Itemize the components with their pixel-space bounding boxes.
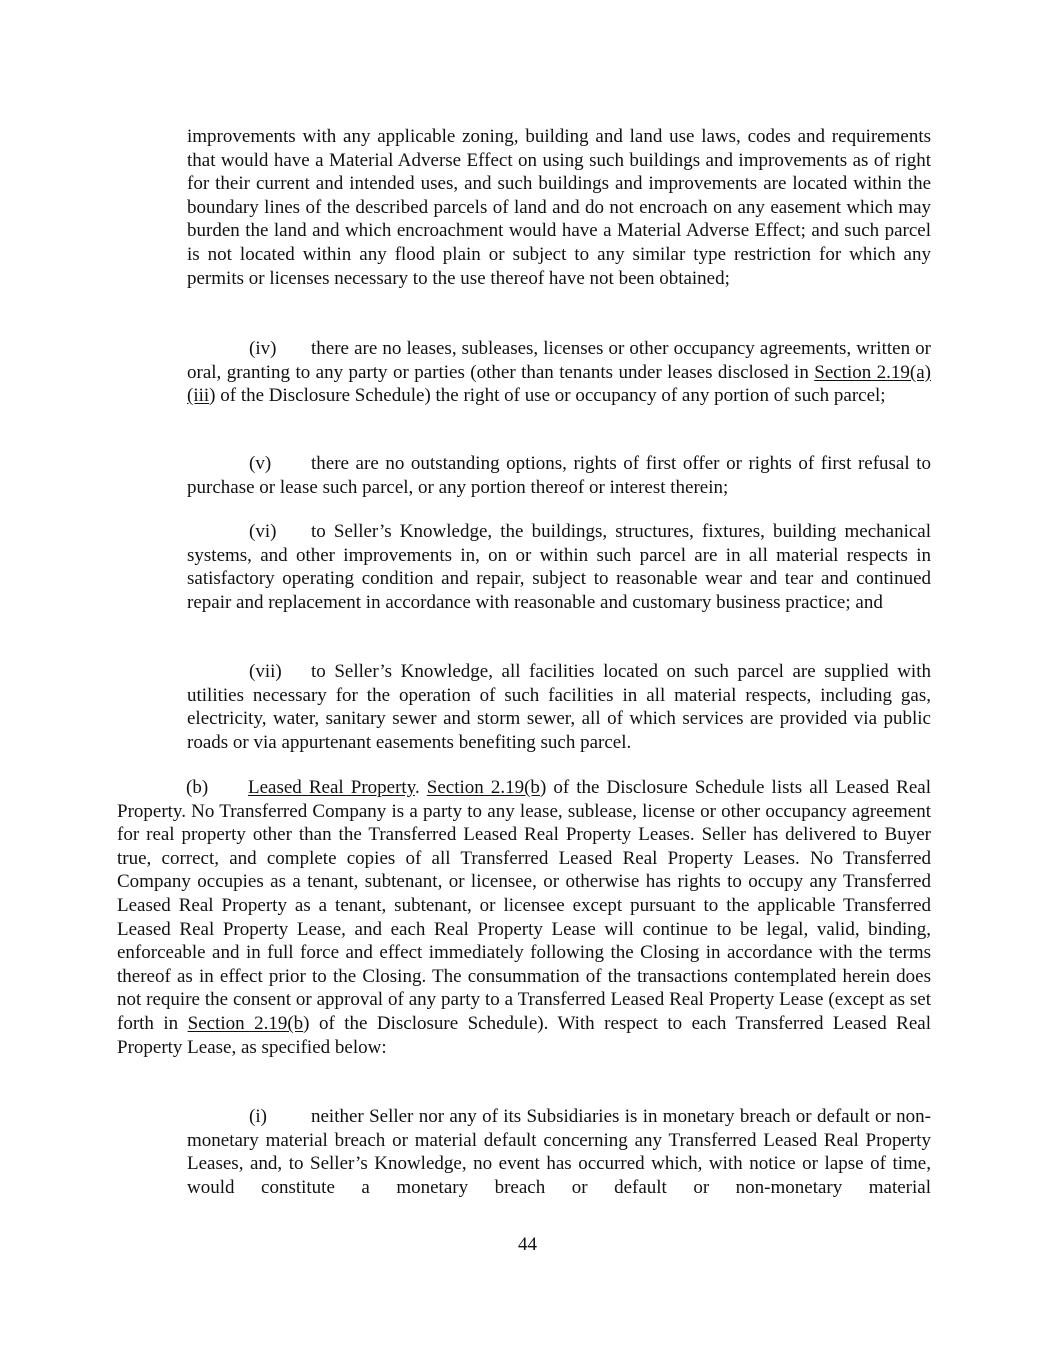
section-ref-2-19-b-second: Section 2.19(b xyxy=(187,1012,304,1034)
clause-vii: (vii) to Seller’s Knowledge, all facilities located on such parcel are supplied with utilities necessary for the operation of such facilities in all material respects, including gas, electricity, water, sanitary sewer and storm sewer, all of which services are provided via public roads or via appurtenant easements benefiting such parcel. xyxy=(187,661,931,753)
clause-iv-number: (iv) xyxy=(249,338,277,359)
clause-vi: (vi) to Seller’s Knowledge, the buildings, structures, fixtures, building mechanical systems, and other improvements in, on or within such parcel are in all material respects in satisfactory operating condition and repair, subject to reasonable wear and tear and continued repair and replacement in accordance with reasonable and customary business practice; and xyxy=(187,521,931,613)
section-b-number: (b) xyxy=(186,777,209,798)
continuation-paragraph: improvements with any applicable zoning, building and land use laws, codes and requirements that would have a Material Adverse Effect on using such buildings and improvements as of right for their current and intended uses, and such buildings and improvements are located within the boundary lines of the described parcels of land and do not encroach on any easement which may burden the land and which encroachment would have a Material Adverse Effect; and such parcel is not located within any flood plain or subject to any similar type restriction for which any permits or licenses necessary to the use thereof have not been obtained; xyxy=(187,126,931,289)
section-ref-2-19-a-iii: Section 2.19(a)(iii xyxy=(187,361,931,407)
clause-b-i-number: (i) xyxy=(249,1106,267,1127)
page-number: 44 xyxy=(518,1234,537,1255)
clause-v-number: (v) xyxy=(249,453,272,474)
section-b: (b) Leased Real Property. Section 2.19(b) of the Disclosure Schedule lists all Leased Real Property. No Transferred Company is a party to any lease, sublease, license or other occupancy agreement for real property other than the Transferred Leased Real Property Leases. Seller has delivered to Buyer true, correct, and complete copies of all Transferred Leased Real Property Leases. No Transferred Company occupies as a tenant, subtenant, or licensee, or otherwise has rights to occupy any Transferred Leased Real Property as a tenant, subtenant, or licensee except pursuant to the applicable Transferred Leased Real Property Lease, and each Real Property Lease will continue to be legal, valid, binding, enforceable and in full force and effect immediately following the Closing in accordance with the terms thereof as in effect prior to the Closing. The consummation of the transactions contemplated herein does not require the consent or approval of any party to a Transferred Leased Real Property Lease (except as set forth in Section 2.19(b) of the Disclosure Schedule). With respect to each Transferred Leased Real Property Lease, as specified below: xyxy=(117,777,931,1058)
section-ref-2-19-b: Section 2.19(b xyxy=(426,777,540,798)
clause-vii-number: (vii) xyxy=(249,661,282,682)
clause-b-i: (i) neither Seller nor any of its Subsidiaries is in monetary breach or default or non-monetary material breach or material default concerning any Transferred Leased Real Property Leases, and, to Seller’s Knowledge, no event has occurred which, with notice or lapse of time, would constitute a monetary breach or default or non-monetary material xyxy=(187,1106,931,1198)
clause-vi-number: (vi) xyxy=(249,521,277,542)
clause-iv: (iv) there are no leases, subleases, licenses or other occupancy agreements, written or oral, granting to any party or parties (other than tenants under leases disclosed in Section 2.19(a)(iii) of the Disclosure Schedule) the right of use or occupancy of any portion of such parcel; xyxy=(187,338,931,407)
clause-v: (v) there are no outstanding options, rights of first offer or rights of first refusal to purchase or lease such parcel, or any portion thereof or interest therein; xyxy=(187,453,931,498)
section-b-heading: Leased Real Property xyxy=(248,777,415,798)
